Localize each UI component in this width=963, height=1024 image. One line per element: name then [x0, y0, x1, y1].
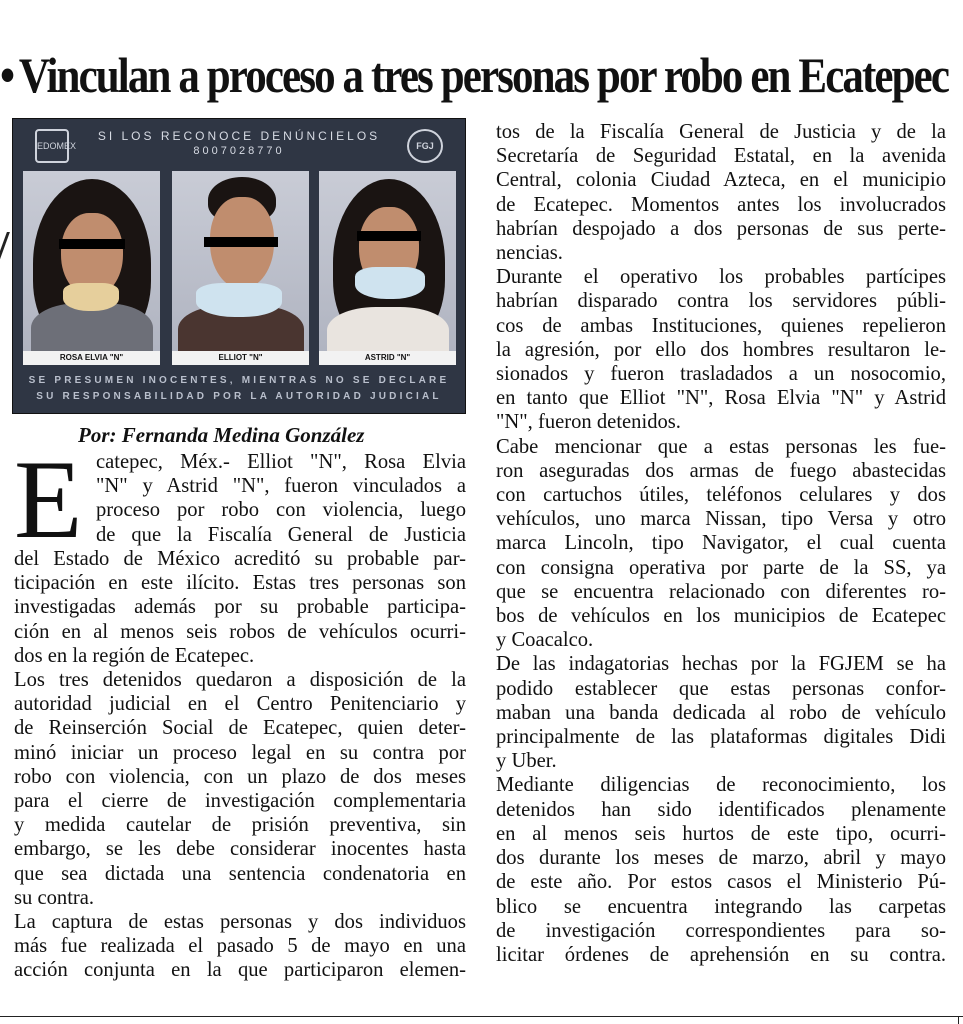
text-line: ron aseguradas dos armas de fuego abastecidas — [496, 459, 946, 482]
text-line: "N", fueron detenidos. — [496, 411, 681, 434]
text-line: tos de la Fiscalía General de Justicia y de la — [496, 121, 946, 143]
text-line: de este año. Por estos casos el Ministerio Pú- — [496, 871, 946, 894]
text-line: que sea dictada una sentencia condenatoria en — [14, 862, 466, 885]
text-line: ticipación en este ilícito. Estas tres personas son — [14, 572, 466, 595]
text-line: De las indagatorias hechas por la FGJEM se ha — [496, 653, 946, 676]
text-line: para el cierre de investigación complementaria — [14, 790, 466, 813]
text-line: Central, colonia Ciudad Azteca, en el municipio — [496, 169, 946, 192]
photo-bottom-line2: SU RESPONSABILIDAD POR LA AUTORIDAD JUDICIAL — [36, 391, 442, 402]
headline-text: Vinculan a proceso a tres personas por robo en Ecatepec — [18, 47, 949, 103]
right-column — [496, 120, 946, 967]
text-line: autoridad judicial en el Centro Penitenciario y — [14, 693, 466, 716]
portrait-rosa-elvia — [23, 171, 160, 365]
suspects-photo — [12, 118, 466, 414]
portrait-elliot — [172, 171, 309, 365]
text-line: de Reinserción Social de Ecatepec, quien deter- — [14, 717, 466, 740]
text-line: y medida cautelar de prisión preventiva, sin — [14, 814, 466, 837]
text-line: de Ecatepec. Momentos antes los involucrados — [496, 193, 946, 216]
text-line: con consigna operativa por parte de la SS, ya — [496, 556, 946, 579]
text-line: bos de vehículos en los municipios de Ecatepec — [496, 605, 946, 628]
text-line: del Estado de México acreditó su probable par- — [14, 548, 466, 570]
lead-line: catepec, Méx.- Elliot "N", Rosa Elvia — [96, 451, 466, 473]
text-line: en tanto que Elliot "N", Rosa Elvia "N" y Astrid — [496, 387, 946, 410]
text-line: principalmente de las plataformas digitales Didi — [496, 726, 946, 749]
left-column — [14, 547, 466, 983]
text-line: La captura de estas personas y dos individuos — [14, 911, 466, 934]
plate-rosa-elvia: ROSA ELVIA "N" — [23, 351, 160, 365]
text-line: la agresión, por ello dos hombres resultaron le- — [496, 338, 946, 361]
text-line: ción en al menos seis robos de vehículos ocurri- — [14, 620, 466, 643]
headline — [0, 40, 949, 110]
text-line: blico se encuentra integrando las carpetas — [496, 895, 946, 918]
text-line: y Coacalco. — [496, 629, 594, 652]
text-line: licitar órdenes de aprehensión en su contra. — [496, 943, 946, 966]
dropcap: E — [14, 438, 83, 562]
text-line: cos de ambas Instituciones, quienes repelieron — [496, 314, 946, 337]
photo-top-line2: 8007028770 — [193, 145, 285, 157]
text-line: habrían disparado contra los servidores públi- — [496, 290, 946, 313]
text-line: habrían despojado a dos personas de sus perte- — [496, 217, 946, 240]
bottom-rule — [0, 1016, 963, 1017]
text-line: Durante el operativo los probables partícipes — [496, 266, 946, 289]
text-line: más fue realizada el pasado 5 de mayo en una — [14, 935, 466, 958]
text-line: con cartuchos útiles, teléfonos celulares y dos — [496, 484, 946, 507]
text-line: acción conjunta en la que participaron elemen- — [14, 959, 466, 982]
text-line: marca Lincoln, tipo Navigator, el cual cuenta — [496, 532, 946, 555]
lead-paragraph-indented — [96, 450, 466, 547]
plate-astrid: ASTRID "N" — [319, 351, 456, 365]
state-seal-icon: EDOMEX — [35, 129, 69, 163]
text-line: detenidos han sido identificados plenamente — [496, 798, 946, 821]
text-line: investigadas además por su probable participa- — [14, 596, 466, 619]
text-line: y Uber. — [496, 750, 557, 773]
text-line: Los tres detenidos quedaron a disposición de la — [14, 669, 466, 692]
text-line: de investigación correspondientes para so- — [496, 919, 946, 942]
headline-bullet: • — [0, 47, 14, 103]
text-line: su contra. — [14, 886, 95, 909]
lead-line: de que la Fiscalía General de Justicia — [96, 523, 466, 546]
lead-line: proceso por robo con violencia, luego — [96, 499, 466, 522]
byline: Por: Fernanda Medina González — [78, 423, 365, 447]
text-line: en al menos seis hurtos de este tipo, ocurri- — [496, 822, 946, 845]
text-line: dos durante los meses de marzo, abril y mayo — [496, 847, 946, 870]
text-line: minó iniciar un proceso legal en su contra por — [14, 741, 466, 764]
text-line: Mediante diligencias de reconocimiento, los — [496, 774, 946, 797]
text-line: vehículos, uno marca Nissan, tipo Versa y otro — [496, 508, 946, 531]
text-line: Cabe mencionar que a estas personas les fue- — [496, 435, 946, 458]
text-line: podido establecer que estas personas confor- — [496, 677, 946, 700]
text-line: que se encuentra relacionado con diferentes ro- — [496, 580, 946, 603]
text-line: sionados y fueron trasladados a un nosocomio, — [496, 363, 946, 386]
photo-bottom-line1: SE PRESUMEN INOCENTES, MIENTRAS NO SE DECLARE — [28, 375, 450, 386]
plate-elliot: ELLIOT "N" — [172, 351, 309, 365]
text-line: robo con violencia, con un plazo de dos meses — [14, 765, 466, 788]
lead-line: "N" y Astrid "N", fueron vinculados a — [96, 475, 466, 498]
fgj-logo-icon: FGJ — [407, 129, 443, 163]
text-line: maban una banda dedicada al robo de vehículo — [496, 701, 946, 724]
photo-top-line1: SI LOS RECONOCE DENÚNCIELOS — [97, 129, 381, 143]
portrait-astrid — [319, 171, 456, 365]
text-line: nencias. — [496, 242, 563, 265]
text-line: embargo, se les debe considerar inocentes hasta — [14, 838, 466, 861]
text-line: dos en la región de Ecatepec. — [14, 644, 255, 667]
bottom-rule-corner — [958, 1016, 959, 1024]
text-line: Secretaría de Seguridad Estatal, en la avenida — [496, 145, 946, 168]
